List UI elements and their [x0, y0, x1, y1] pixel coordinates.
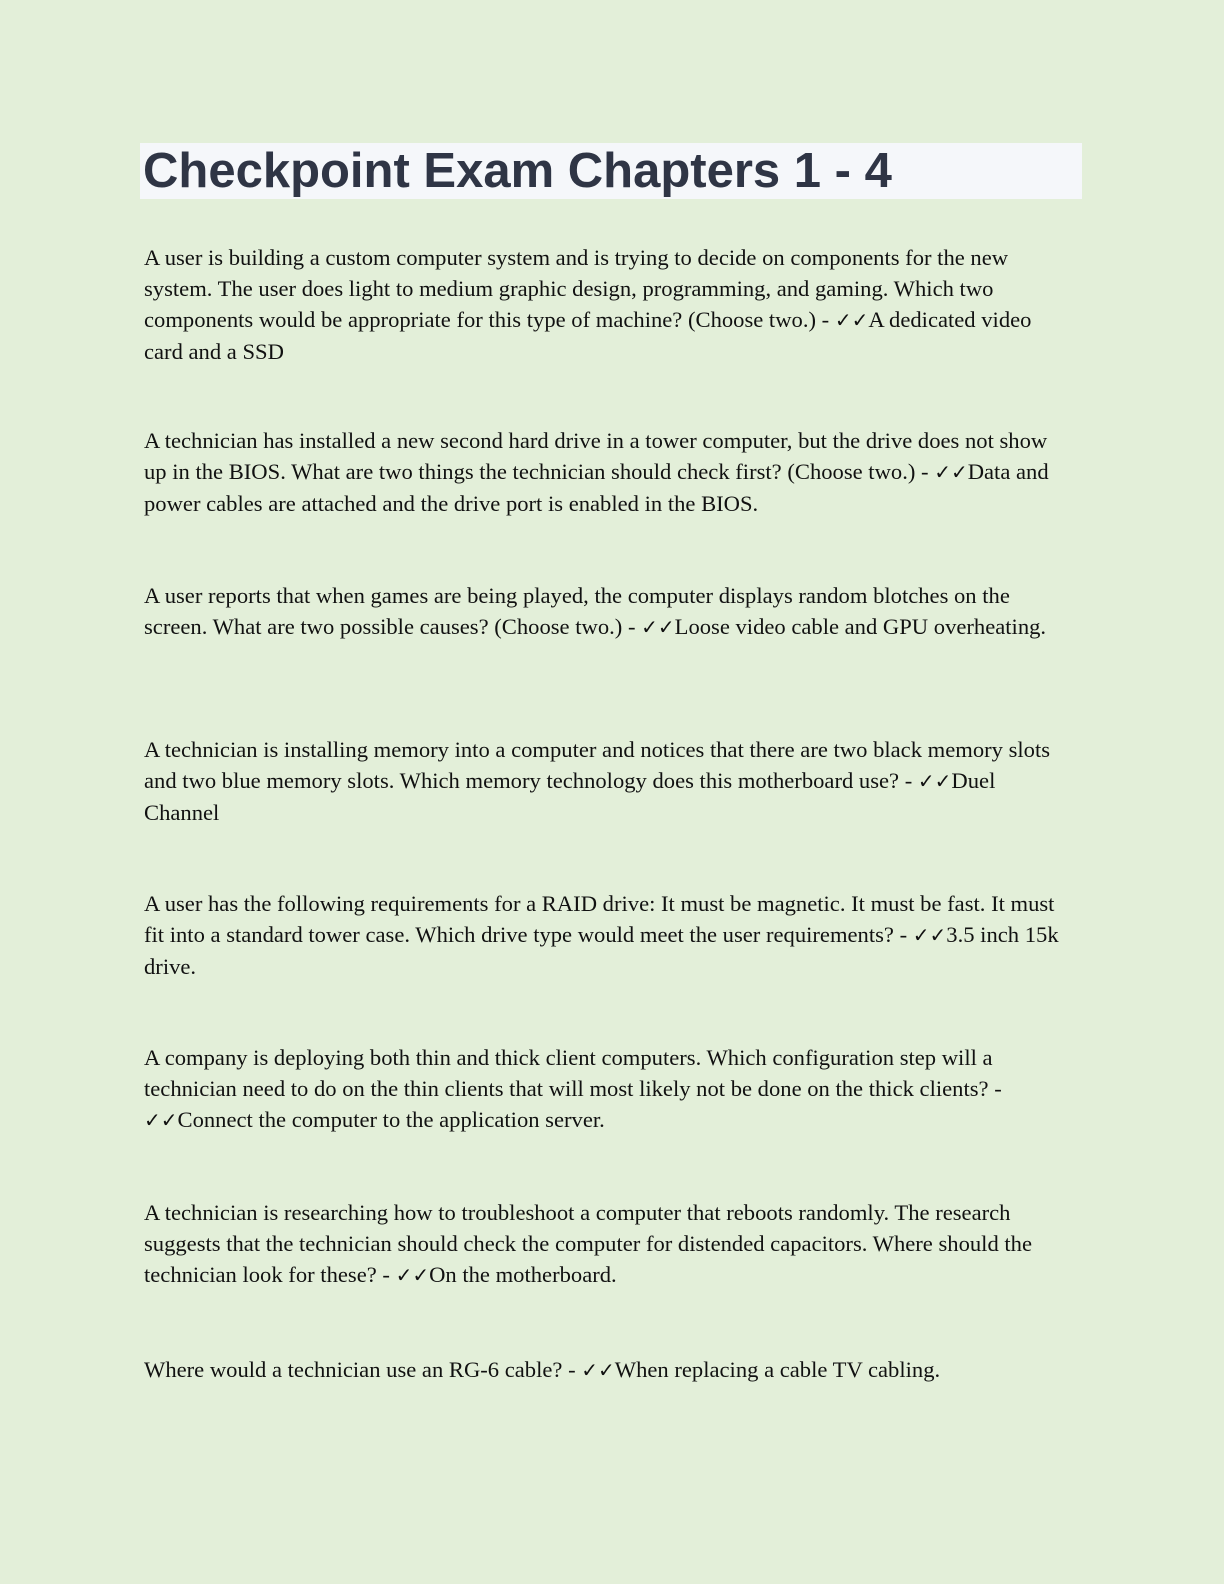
check-mark-icon: ✓✓: [934, 460, 968, 484]
qa-item: [144, 1042, 1074, 1136]
answer-text: When replacing a cable TV cabling.: [614, 1357, 941, 1382]
question-text: Where would a technician use an RG-6 cable? -: [144, 1357, 582, 1382]
qa-item: [144, 425, 1074, 519]
question-text: A technician is installing memory into a computer and notices that there are two black memory slots and two blue memory slots. Which memory technology does this motherboard use? -: [144, 737, 1051, 793]
answer-text: A dedicated video card and a SSD: [144, 307, 1032, 364]
check-mark-icon: ✓✓: [144, 1108, 178, 1132]
check-mark-icon: ✓✓: [395, 1263, 430, 1287]
question-text: A company is deploying both thin and thick client computers. Which configuration step will a technician need to do on the thin clients that will most likely not be done on the thick clients? -: [144, 1045, 1002, 1101]
answer-text: 3.5 inch 15k drive.: [144, 922, 1059, 979]
answer-text: Connect the computer to the application server.: [177, 1107, 605, 1132]
question-text: A user has the following requirements for a RAID drive: It must be magnetic. It must be fast. It must fit into a standard tower case. Which drive type would meet the user requirements? -: [144, 891, 1055, 947]
answer-text: Data and power cables are attached and the drive port is enabled in the BIOS.: [144, 459, 1049, 516]
check-mark-icon: ✓✓: [912, 923, 947, 947]
qa-item: [144, 242, 1074, 367]
check-mark-icon: ✓✓: [641, 615, 675, 639]
check-mark-icon: ✓✓: [834, 308, 869, 332]
qa-item: [144, 1197, 1074, 1291]
question-text: A technician is researching how to troubleshoot a computer that reboots randomly. The research suggests that the technician should check the computer for distended capacitors. Where should the technician look for these? -: [144, 1200, 1032, 1287]
answer-text: Duel Channel: [144, 768, 996, 825]
qa-item: [144, 734, 1074, 828]
question-text: A user reports that when games are being played, the computer displays random blotches on the screen. What are two possible causes? (Choose two.) -: [144, 583, 1010, 639]
question-text: A technician has installed a new second hard drive in a tower computer, but the drive does not show up in the BIOS. What are two things the technician should check first? (Choose two.) -: [144, 428, 1048, 484]
question-text: A user is building a custom computer system and is trying to decide on components for the new system. The user does light to medium graphic design, programming, and gaming. Which two components would be appropriate for this type of machine? (Choose two.) -: [144, 245, 1009, 332]
answer-text: Loose video cable and GPU overheating.: [674, 614, 1047, 639]
title-banner: [140, 143, 1082, 199]
qa-item: [144, 1354, 1074, 1386]
answer-text: On the motherboard.: [429, 1262, 617, 1287]
page-title: Checkpoint Exam Chapters 1 - 4: [143, 144, 892, 198]
check-mark-icon: ✓✓: [917, 769, 952, 793]
check-mark-icon: ✓✓: [581, 1358, 615, 1382]
qa-item: [144, 888, 1074, 982]
qa-item: [144, 580, 1074, 643]
